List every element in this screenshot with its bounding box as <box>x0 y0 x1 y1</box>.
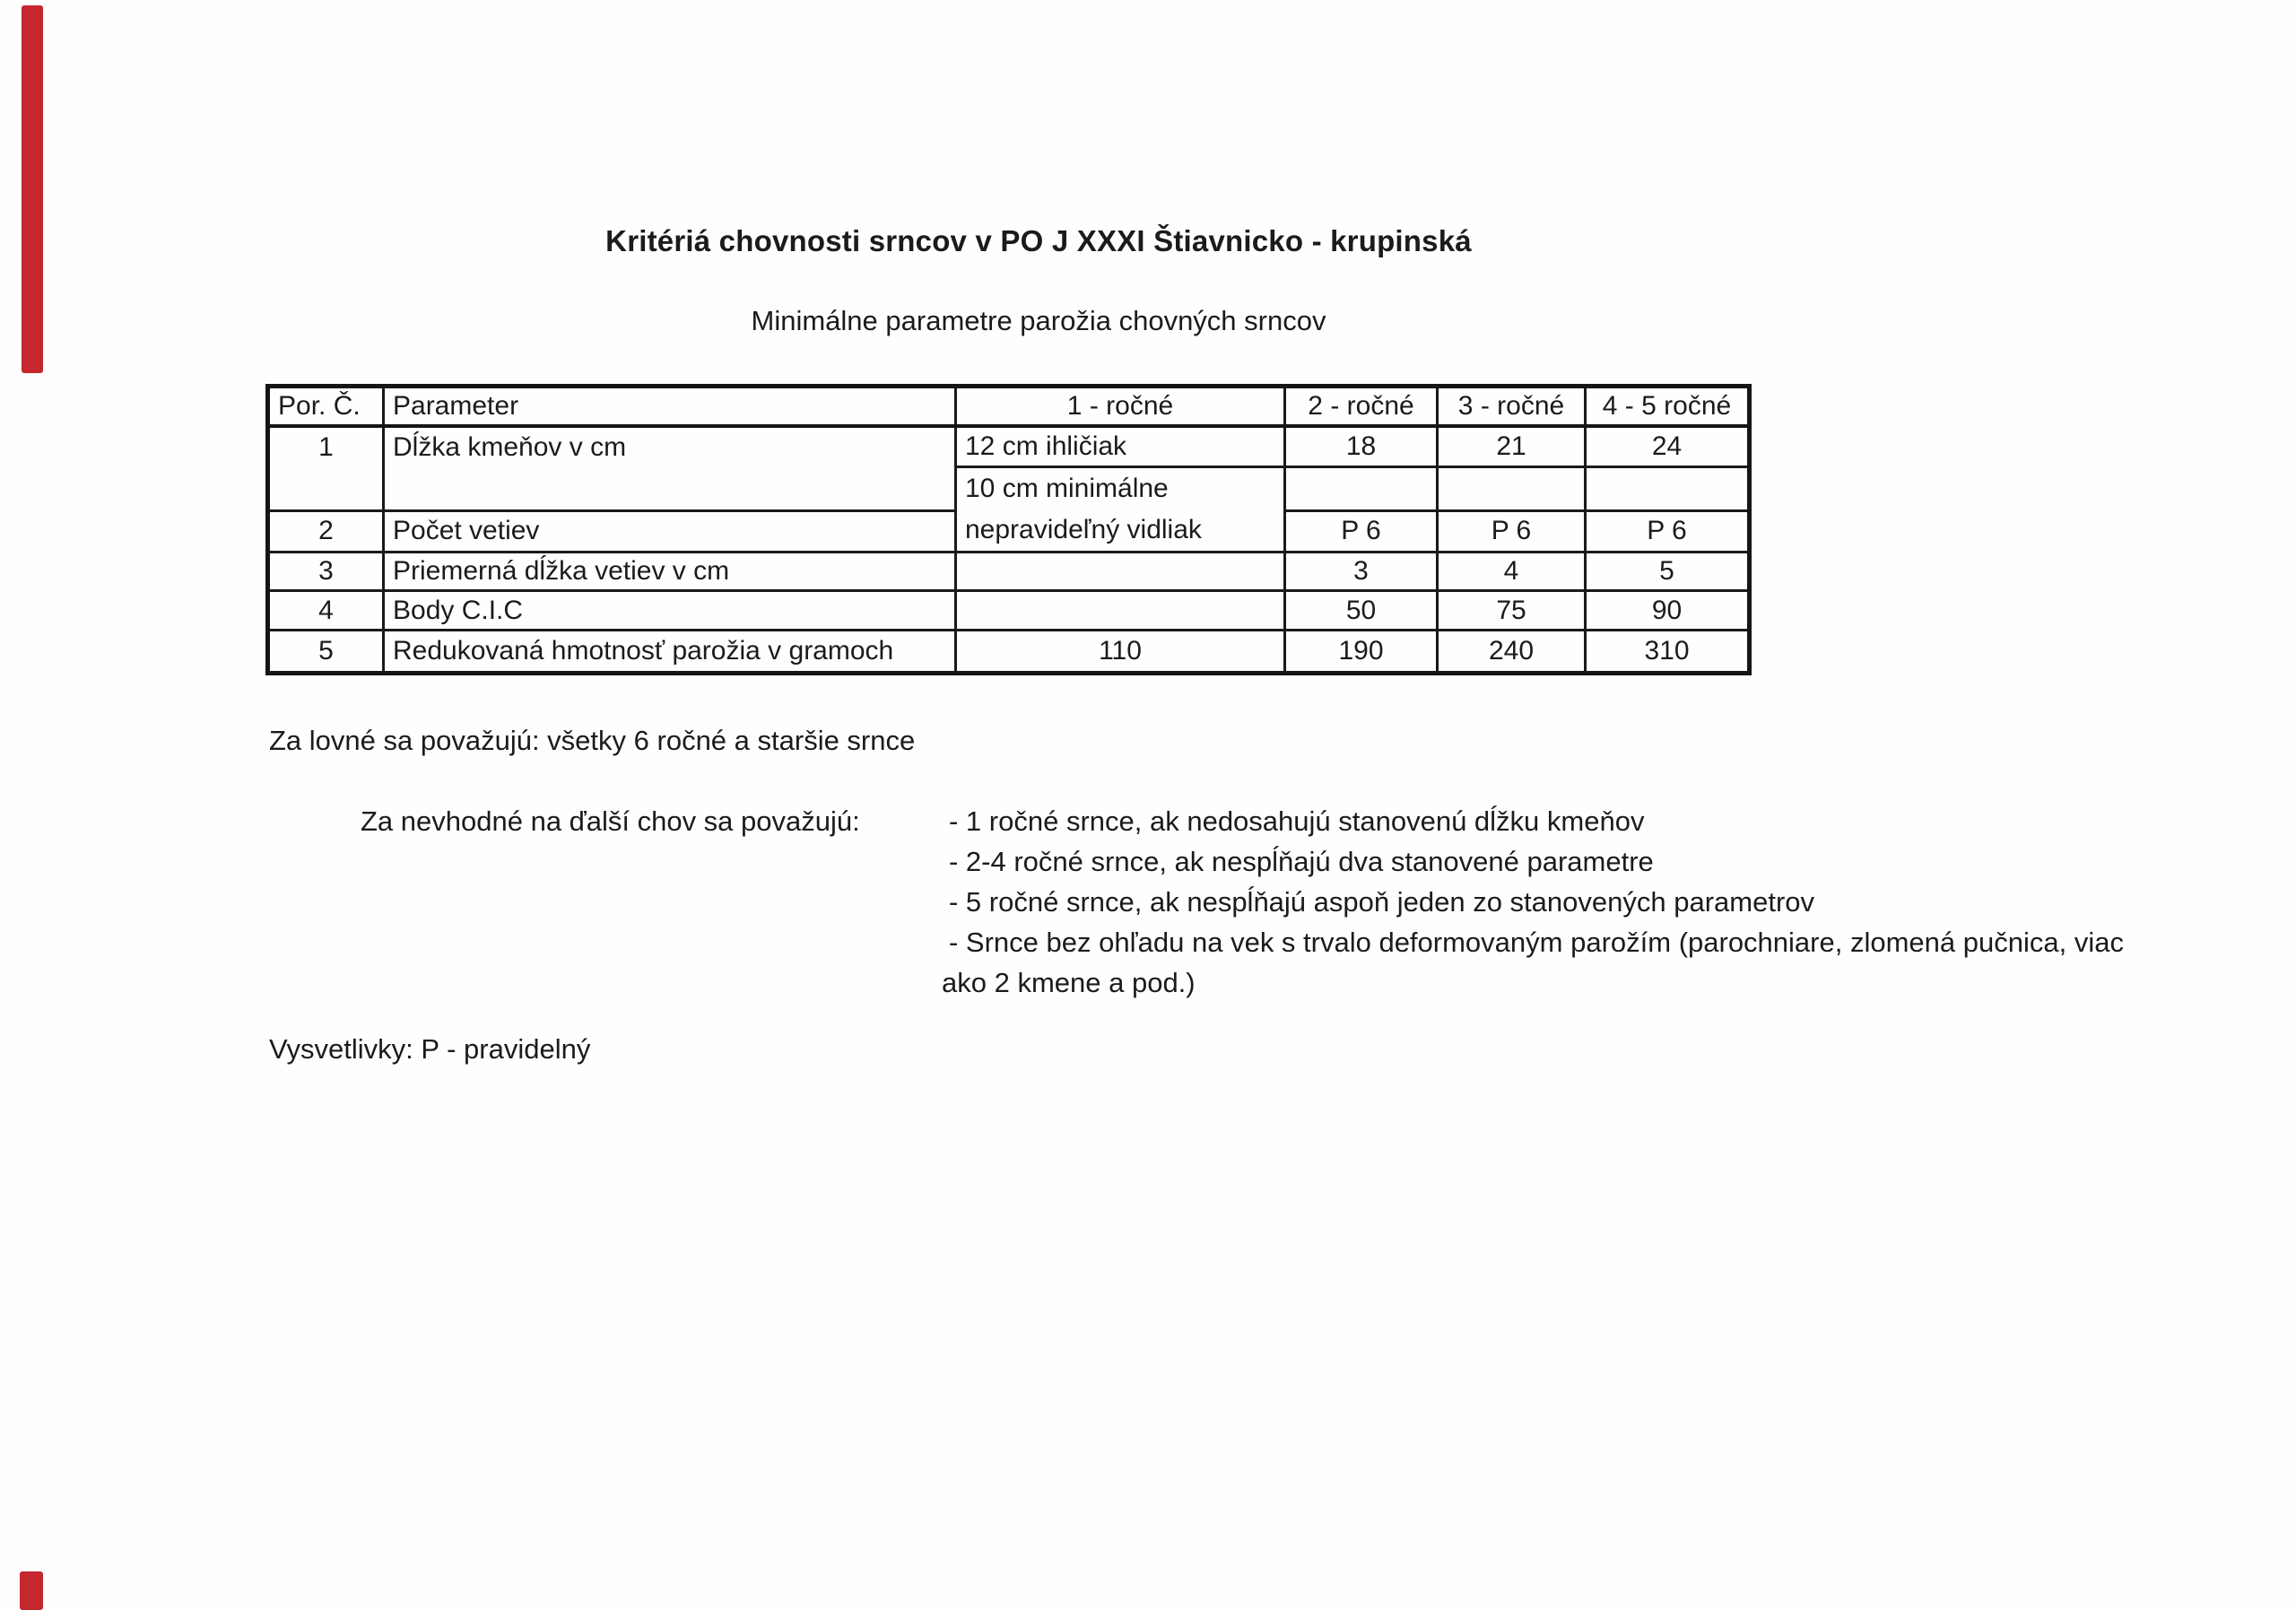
cell-row3-number: 3 <box>268 553 384 591</box>
age1-note-line1: 10 cm minimálne <box>965 474 1169 503</box>
cell-row4-age3: 75 <box>1438 591 1586 631</box>
cell-row4-number: 4 <box>268 591 384 631</box>
table-row <box>268 553 1750 591</box>
cell-row4-age45: 90 <box>1586 591 1750 631</box>
cell-row2-number: 2 <box>268 510 384 552</box>
unsuitable-item-4-continued: ako 2 kmene a pod.) <box>942 967 1196 998</box>
cell-row1-number: 1 <box>268 426 384 511</box>
header-por-c: Por. Č. <box>268 387 384 426</box>
cell-row1-age45: 24 <box>1586 426 1750 467</box>
cell-row4-parameter: Body C.I.C <box>384 591 956 631</box>
unsuitable-item-1: - 1 ročné srnce, ak nedosahujú stanovenú dĺžku kmeňov <box>949 805 1645 837</box>
cell-empty <box>1285 467 1438 511</box>
header-4-5-rocne: 4 - 5 ročné <box>1586 387 1750 426</box>
cell-row5-age1: 110 <box>956 631 1285 674</box>
table-row <box>268 426 1750 467</box>
cell-row3-age45: 5 <box>1586 553 1750 591</box>
red-scan-mark-bottom <box>20 1571 43 1610</box>
cell-row2-age2: P 6 <box>1285 510 1438 552</box>
cell-row2-age3: P 6 <box>1438 510 1586 552</box>
header-3-rocne: 3 - ročné <box>1438 387 1586 426</box>
cell-row2-age45: P 6 <box>1586 510 1750 552</box>
cell-row5-age2: 190 <box>1285 631 1438 674</box>
criteria-table <box>265 384 1752 675</box>
table-header-row <box>268 387 1750 426</box>
cell-age1-minimum-note <box>956 467 1285 553</box>
red-scan-mark-top <box>22 5 43 373</box>
cell-empty <box>956 553 1285 591</box>
legend-note: Vysvetlivky: P - pravidelný <box>269 1033 591 1065</box>
cell-row1-parameter: Dĺžka kmeňov v cm <box>384 426 956 511</box>
cell-row1-age1: 12 cm ihličiak <box>956 426 1285 467</box>
document-subtitle: Minimálne parametre parožia chovných srncov <box>751 305 1326 336</box>
note-unsuitable-label: Za nevhodné na ďalší chov sa považujú: <box>361 805 860 837</box>
cell-empty <box>1586 467 1750 511</box>
cell-row4-age2: 50 <box>1285 591 1438 631</box>
cell-row1-age2: 18 <box>1285 426 1438 467</box>
cell-row3-parameter: Priemerná dĺžka vetiev v cm <box>384 553 956 591</box>
cell-row1-age3: 21 <box>1438 426 1586 467</box>
cell-row3-age3: 4 <box>1438 553 1586 591</box>
cell-row5-age45: 310 <box>1586 631 1750 674</box>
cell-row5-parameter: Redukovaná hmotnosť parožia v gramoch <box>384 631 956 674</box>
header-2-rocne: 2 - ročné <box>1285 387 1438 426</box>
unsuitable-item-2: - 2-4 ročné srnce, ak nespĺňajú dva stanovené parametre <box>949 846 1654 877</box>
cell-row5-age3: 240 <box>1438 631 1586 674</box>
cell-empty <box>956 591 1285 631</box>
table-row <box>268 591 1750 631</box>
cell-row2-parameter: Počet vetiev <box>384 510 956 552</box>
note-hunting-rule: Za lovné sa považujú: všetky 6 ročné a staršie srnce <box>269 725 916 756</box>
cell-empty <box>1438 467 1586 511</box>
document-title: Kritériá chovnosti srncov v PO J XXXI Štiavnicko - krupinská <box>605 224 1472 257</box>
cell-row5-number: 5 <box>268 631 384 674</box>
table-row <box>268 631 1750 674</box>
unsuitable-item-4: - Srnce bez ohľadu na vek s trvalo deformovaným parožím (parochniare, zlomená pučnica, viac <box>949 927 2124 958</box>
age1-note-line2: nepravideľný vidliak <box>965 515 1202 544</box>
cell-row3-age2: 3 <box>1285 553 1438 591</box>
header-parameter: Parameter <box>384 387 956 426</box>
header-1-rocne: 1 - ročné <box>956 387 1285 426</box>
unsuitable-item-3: - 5 ročné srnce, ak nespĺňajú aspoň jeden zo stanovených parametrov <box>949 886 1815 918</box>
